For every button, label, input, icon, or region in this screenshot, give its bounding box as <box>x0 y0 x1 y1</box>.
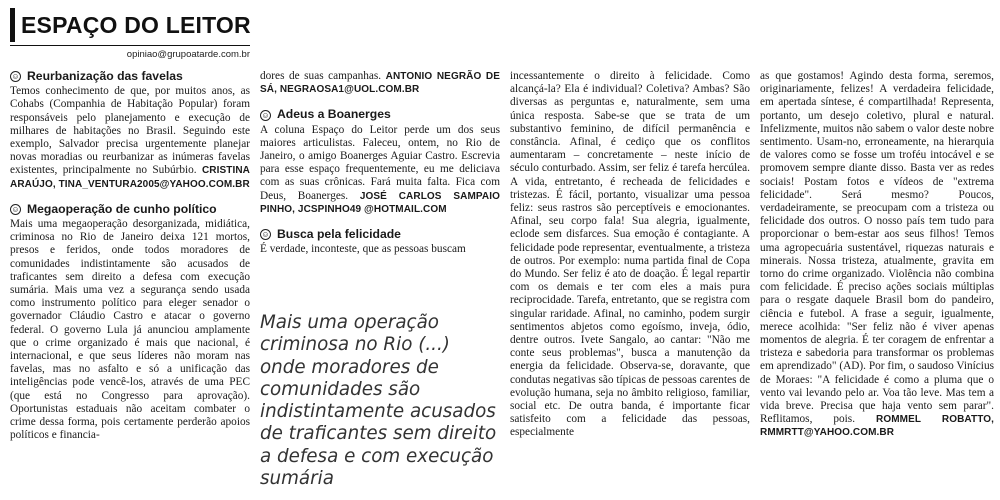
letter-megaoperacao-cont <box>260 70 500 96</box>
masthead-bar <box>10 8 15 42</box>
letter-title-text: Megaoperação de cunho político <box>27 201 217 216</box>
letter-title <box>10 203 250 216</box>
letter-body-continued: dores de suas campanhas. ANTONIO NEGRÃO DE SÁ, NEGRAOSA1@UOL.COM.BR <box>260 70 500 96</box>
masthead <box>10 8 250 63</box>
letter-boanerges <box>260 108 500 216</box>
column-3 <box>510 70 750 440</box>
section-email[interactable]: opiniao@grupoatarde.com.br <box>126 49 250 60</box>
smiley-icon: ☺ <box>11 204 20 214</box>
smiley-icon: ☺ <box>261 110 270 120</box>
section-title: ESPAÇO DO LEITOR <box>21 12 251 38</box>
letter-signature: JOSÉ CARLOS SAMPAIO PINHO, JCSPINHO49 @HOTMAIL.COM <box>260 190 500 215</box>
letter-body-continued: incessantemente o direito à felicidade. Como alcançá-la? Ela é individual? Coletiva? Ambas? São diversas as perguntas e, naturalmente, sem uma única resposta. Sabe-se que se trata de um substantivo feminino, de difícil permanência e constância. Afinal, é cediço que os conflitos aumentaram – concretamente – neste início de século conturbado. Assim, ser feliz é tarefa hercúlea. A vida, entretanto, é recheada de felicidades e tristezas. É fácil, portanto, visualizar uma pessoa feliz: seus rastros são perceptíveis e emocionantes. Afinal, seu corpo fala! Sua alegria, igualmente, eclode sem disfarces. Sua emoção é contagiante. A felicidade pode representar, eventualmente, a tristeza de outros. Por exemplo: numa partida final de Copa do Mundo. Ser feliz é ato de doação. É legal repartir com os demais e ter com eles a mais pura reciprocidade. Tarefa, entretanto, que se registra com singular raridade. Afinal, no caminho, podem surgir sentimentos abjetos como egoísmo, inveja, ódio, dentre outros. Ivete Sangalo, ao cantar: "Não me conte seus problemas", busca a manutenção da energia da felicidade. Observa-se, doravante, que condutas negativas são típicas de pessoas carentes de evolução humana, seja no âmbito religioso, familiar, social etc. De outra banda, é importante ficar satisfeito com a felicidade das pessoas, especialmente <box>510 70 750 439</box>
letter-felicidade <box>260 228 500 256</box>
letter-signature: CRISTINA ARAÚJO, TINA_VENTURA2005@YAHOO.COM.BR <box>10 165 250 190</box>
column-1 <box>10 70 250 454</box>
pull-quote: Mais uma operação criminosa no Rio (...) onde moradores de comunidades são indistintamente acusados de traficantes sem direito a defesa e com execução sumária <box>260 312 497 490</box>
letter-body-continued: as que gostamos! Agindo desta forma, seremos, originariamente, felizes! A verdadeira felicidade, em apertada síntese, é compartilhada! Representa, portanto, um desejo coletivo, plural e natural. Infelizmente, muitos não sabem o valor deste nobre sentimento. Usam-no, erroneamente, na hierarquia de valores como se fosse um troféu intocável e se promovem sempre diante disso. Basta ver as redes sociais! Postam fotos e vídeos de "extrema felicidade". Será mesmo? Poucos, verdadeiramente, se preocupam com a tristeza ou felicidade dos outros. O nosso país tem tudo para proporcionar o bem-estar aos seus filhos! Temos uma agropecuária sustentável, riquezas naturais e minerais. Nossa tristeza, atualmente, gravita em torno do crime organizado. Violência não combina com felicidade. É preciso ações sociais múltiplas para o resgate daquele Brasil bom do pandeiro, ciência e futebol. A frase a seguir, igualmente, merece acolhida: "Ser feliz não é viver apenas momentos de alegria. É ter coragem de enfrentar a tristeza e sabedoria para transformar os problemas em aprendizado" (AD). Por fim, o saudoso Vinícius de Moraes: "A felicidade é como a pluma que o vento vai levando pelo ar. Voa tão leve. Mas tem a vida breve. Precisa que haja vento sem parar". Reflitamos, pois. ROMMEL ROBATTO, RMMRTT@YAHOO.COM.BR <box>760 70 994 439</box>
letter-reurbanizacao <box>10 70 250 191</box>
letter-title-text: Busca pela felicidade <box>277 227 401 242</box>
masthead-rule <box>10 45 250 46</box>
letter-body: Temos conhecimento de que, por muitos anos, as Cohabs (Companhia de Habitação Popular) foram responsáveis pelo planejamento e execução de milhares de habitações no Brasil. Seguindo este exemplo, Salvador precisa urgentemente planejar novas moradias ou reurbanizar as inúmeras favelas existentes, principalmente no Subúrbio. CRISTINA ARAÚJO, TINA_VENTURA2005@YAHOO.COM.BR <box>10 85 250 190</box>
letter-title-text: Reurbanização das favelas <box>27 69 183 83</box>
letter-title <box>260 228 500 241</box>
smiley-icon: ☺ <box>11 72 20 82</box>
letter-title <box>260 108 500 121</box>
letter-megaoperacao <box>10 203 250 443</box>
letter-body: A coluna Espaço do Leitor perde um dos seus maiores articulistas. Faleceu, ontem, no Rio de Janeiro, o amigo Boanerges Aguiar Castro. Escrevia para esse espaço frequentemente, eu me deliciava com as suas crônicas. Fará muita falta. Fica com Deus, Boanerges. JOSÉ CARLOS SAMPAIO PINHO, JCSPINHO49 @HOTMAIL.COM <box>260 123 500 215</box>
column-2 <box>260 70 500 268</box>
letter-body: Mais uma megaoperação desorganizada, midiática, criminosa no Rio de Janeiro deixa 121 mortos, presos e feridos, onde todos moradores de comunidades indistintamente são acusados de traficantes sem direito a defesa com execução sumária. Mais uma vez a segurança sendo usada como instrumento político para eleger senador o governador Cláudio Castro e atacar o governo federal. O governo Lula já anunciou amplamente que o crime organizado é mais que nacional, é internacional, e que seus líderes não moram nas favelas, mas no asfalto e só a unificação das inteligências pode vencê-los, através de uma PEC (que está no Congresso para aprovação). Oportunistas estaduais não aceitam combater o crime dessa forma, pois certamente perderão apoios políticos e financia- <box>10 218 250 442</box>
letter-signature: ROMMEL ROBATTO, RMMRTT@YAHOO.COM.BR <box>760 414 994 439</box>
letter-title <box>10 70 250 83</box>
smiley-icon: ☺ <box>261 230 270 240</box>
letter-body: É verdade, inconteste, que as pessoas buscam <box>260 243 466 256</box>
letter-title-text: Adeus a Boanerges <box>277 107 391 122</box>
column-4 <box>760 70 994 440</box>
letter-signature: ANTONIO NEGRÃO DE SÁ, NEGRAOSA1@UOL.COM.BR <box>260 71 500 96</box>
